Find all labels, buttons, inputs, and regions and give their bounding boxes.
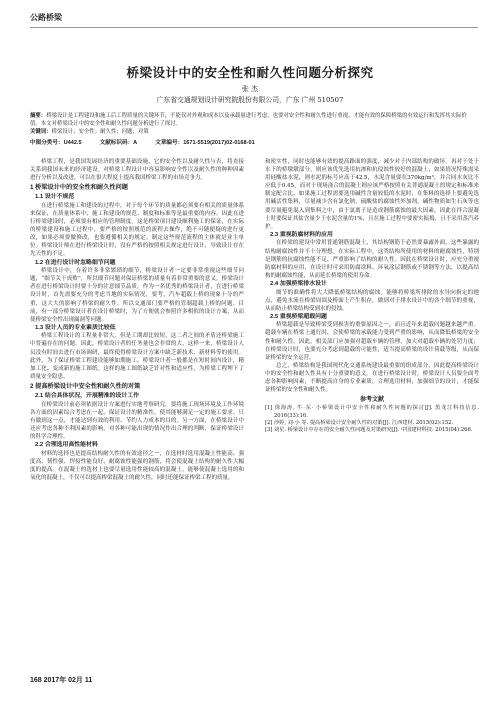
reference-item: [2] 沙婷, 刘·小 等. 提高桥梁设计安全耐久性的对策[J]. 江西建材. 2015(02):152. bbox=[265, 420, 454, 427]
subsection-heading: 2.5 重视桥梁超载问题 bbox=[270, 313, 327, 320]
keywords: 桥梁设计；安全性；耐久性；问题；对策 bbox=[51, 129, 149, 136]
paragraph: 在桥梁的建设中常用普通钢筋混凝土，其结构钢筋于必然要暴露外面，这些暴露的结构耐腐蚀性并不十分理想。在实际工程中，这类结构所使用的材料的耐腐蚀性，特别是钢筋的抗腐蚀性能不足，严重影响了结构的耐久性。因此在桥梁设计时，应充分重视防腐材料的应用，在设计时可采用防腐涂料、环氧涂层钢筋或不锈钢等方法，以提高结构的耐腐蚀性能，从而延长桥梁的使用寿命。 bbox=[265, 240, 479, 279]
subsection-heading: 2.3 重视防腐材料的应用 bbox=[270, 231, 333, 238]
conclusion-paragraph: 总之，桥梁结构是我国现代化交通系统建设最重要的组成部分，因此提高桥梁设计中的安全性和耐久性具有十分重要的意义。在进行桥梁设计时，桥梁设计人员要全面考虑各种影响因素，不断提高自身的专业素质，合理选用材料，加强细节的设计，才能保证桥梁的安全性和耐久性。 bbox=[265, 362, 479, 394]
article-title: 桥梁设计中的安全性和耐久性问题分析探究 bbox=[126, 66, 374, 80]
page-footer: 168 2017年 02月 11 bbox=[30, 677, 93, 684]
section-heading: 2 提高桥梁设计中安全性和耐久性的对策 bbox=[30, 382, 141, 390]
subsection-heading: 2.2 合理选用高性能材料 bbox=[35, 442, 98, 448]
subsection-heading: 2.4 加强桥梁排水设计 bbox=[270, 280, 327, 287]
paragraph: 桥梁超载是导致桥梁受到损害的重要原因之一，而且近年来超载问题越来越严重。超载车辆在桥梁上通行时，会使桥梁的承载能力受到严重的影响，从而降低桥梁的安全性和耐久性。因此，相关部门应加强对超载车辆的管理，加大对超载车辆的处罚力度；在桥梁设计时，也要充分考虑到超载的可能性，适当提高桥梁的设计荷载等级，从而保证桥梁的安全运营。 bbox=[265, 322, 479, 361]
author: 张 杰 bbox=[241, 85, 259, 93]
reference-item: [1] 徐海涛, 牛·东· 小桥梁设计中安全性和耐久性问题的探讨[J]. 黑龙江科技信息. 2016(33):16. bbox=[265, 405, 479, 419]
affiliation: 广东省交通规划设计研究院股份有限公司，广东 广州 510507 bbox=[156, 96, 344, 104]
right-column bbox=[265, 158, 479, 653]
paragraph: 在进行桥梁施工和建设的过程中，对于每个环节的质量都必须要有相关的质量体系来保证，在质量体系中，施工和建设的规范、制度和标准等是最重要的内容。因此在进行桥梁建设时，必须要有相应的管理制度。这是桥梁项目建设顺利施工的保证，在实际的桥梁建设和施工过程中，要严格的按照规范的流程去操作，绝不可随便疑的进行更改，如果必须要做修改，也要遵循相关的规定。制定这些规范流程的主体就是业主单位。桥梁设计师在进行桥梁设计时，没有严格的按照相关规定进行设计，导致设计存在先天性的不足。 bbox=[30, 202, 244, 258]
subsection-heading: 1.3 设计人员的专业素质比较低 bbox=[35, 324, 116, 331]
subsection-heading: 2.1 结合具体状况，开展精准的设计工作 bbox=[35, 392, 140, 399]
article-meta bbox=[30, 138, 476, 146]
section-heading: 1 桥梁设计中的安全性和耐久性问题 bbox=[30, 184, 128, 192]
keywords-label: 关键词： bbox=[30, 129, 52, 136]
abstract-label: 摘要： bbox=[30, 113, 47, 119]
paragraph: 桥梁设计中，在着许多非常繁琐的细节，桥梁设计者一定要非常重视这些细节问题，“细节关于成败”，所以细节问题对保证桥梁的质量有着非常重要的意义。桥梁设计者在进行桥梁设计时要十分的注意细节品质。作为一名优秀的桥梁设计者，在进行桥梁设计时，首先需要充分的考虑当地的实际情况，要考，汽车超载上桥的现象十分的严重，这大大的影响了桥梁的耐久性。所以交通部门要严格的管制超载上桥的问题。目前，有一部分桥梁设计者在设计桥梁时，为了方便就会参照许多相似的设计方案，从而使桥梁安全性出现漏洞等问题。 bbox=[30, 268, 244, 323]
subsection-heading: 1.2 在进行设计时忽略细节问题 bbox=[35, 259, 116, 266]
abstract-text: 桥梁设计是工程建设和施工后工程质量的关键环节，不能仅对外观和成本以及承载量进行考虑，也要对安全性和耐久性进行重视，才能有效的保障桥梁的有效运行和发挥其实际价值。本文对桥梁设计中的安全性和耐久性问题分析进行了探讨。 bbox=[30, 113, 467, 128]
paragraph: 在桥梁设计前必须依据设计方案进行实地考察研究，要将施工现场环境及工作环境各方面的因素综合考虑在一起，保证设计的精准性，使其能够满足一定的施工要求。只有做到这一点，才能达到有效的利用、节约人力成本的目的。另一方面，在桥梁设计中还应考虑各种不利因素的影响，对各种可能出现的情况作出合理的判断，保证桥梁设计的科学合理性。 bbox=[30, 401, 244, 440]
subsection-heading: 1.1 设计不规范 bbox=[35, 194, 75, 201]
paragraph: 细节的准确性将大大降低桥梁结构的腐蚀。能够将桥梁所排除的水导向指定的地点，避免水流在桥梁周围及桥面上产生积存，做到对于排水设计中的各个细节的重视，从而防止桥梁结构受到水的侵蚀。 bbox=[265, 289, 479, 312]
intro-paragraph: 桥梁工程，是我国发展经济的重要基础设施，它的安全性以及耐久性与否，将直接关系到我国未来的经济建设。对桥梁工程设计中容易影响安全性以及耐久性的种种因素进行分析以及改进，可以在很大程度上提高我国桥梁工程的市场竞争力。 bbox=[30, 159, 244, 182]
article-number: 文章编号：1671-5519(2017)02-0168-01 bbox=[155, 140, 255, 146]
clc-number: 中图分类号：U442.5 bbox=[30, 140, 82, 146]
left-column bbox=[30, 158, 244, 653]
paragraph: 材料的选择也是提高结构耐久性的有效途径之一，在选材时选用混凝土性能高、强度高、韧性强、焊接性能良好、耐腐蚀性能强的钢筋，将会使混凝土结构的耐久性大幅度的提高。在混凝土的选材上也要尽量选用性能较高的混凝土，能够使混凝土选用的和氧化的混凝土，不仅可以提高桥梁混凝土的耐久性，同时还能保证桥梁工程的质量。 bbox=[30, 450, 244, 481]
paragraph: 和密实性，同时也能够有效的提高路面的强度，减少对于内部结构的破坏。再对于处于水下的桥墩墩部分，则应该优先选用抗渗和抗侵蚀性较好的混凝土，如果情况特殊需采用硅酸盐水泥，则水泥的标号应高于42.5，水泥含量要在370kg/m³，并合同水灰比不应低于0.45，而对于现场浇合的混凝土则应该严格按照有关普通混凝土的规定和标准来制定配合比。如果施工过程需要选用碱性含量较低的水泥时，在集料的选择上要避免选用碱活性集料，尽量减少含有氯化钠、硫酸盐的腐蚀性外加剂，碱性物质如生石灰等也要尽量避免混入到集料之中，由于氯离子是造成钢筋腐蚀的最大因素，因此在拌合混凝土时要保证其盐含量少于水泥含量的1%，且在施工过程中要密实振捣，且不采用蒸汽养护。 bbox=[265, 159, 479, 230]
reference-item: [3] 刘星. 桥梁设计中存在的安全耐久性问题及对策研究[J]. 中国建材科技. 2015(04):266. bbox=[265, 427, 473, 434]
document-code: 文献标识码：A bbox=[99, 140, 138, 146]
header-rule bbox=[30, 27, 478, 28]
abstract bbox=[30, 112, 476, 137]
references-heading: 参考文献 bbox=[359, 397, 384, 404]
paragraph: 桥梁工程设计的工程量非常大，但是工期却比较短，这二者之间的矛盾还桥梁施工中普遍存在的问题。因此，桥梁设计者的任务量也会非常的大，这样一来，桥梁设计人员没有时间去进行市场调研，最终使得桥梁设计方案中缺乏新技术、新材料等的使用。此外，为了保证桥梁工程建设能够如期施工，桥梁设计者一般都是在短时间内设计，精加工化、变成新的施工图纸。这样的施工图纸缺乏针对性和适应性，为桥梁工程埋下了质量安全隐患。 bbox=[30, 333, 244, 380]
section-header: 公路桥梁 bbox=[30, 13, 62, 22]
body-columns bbox=[30, 158, 479, 653]
